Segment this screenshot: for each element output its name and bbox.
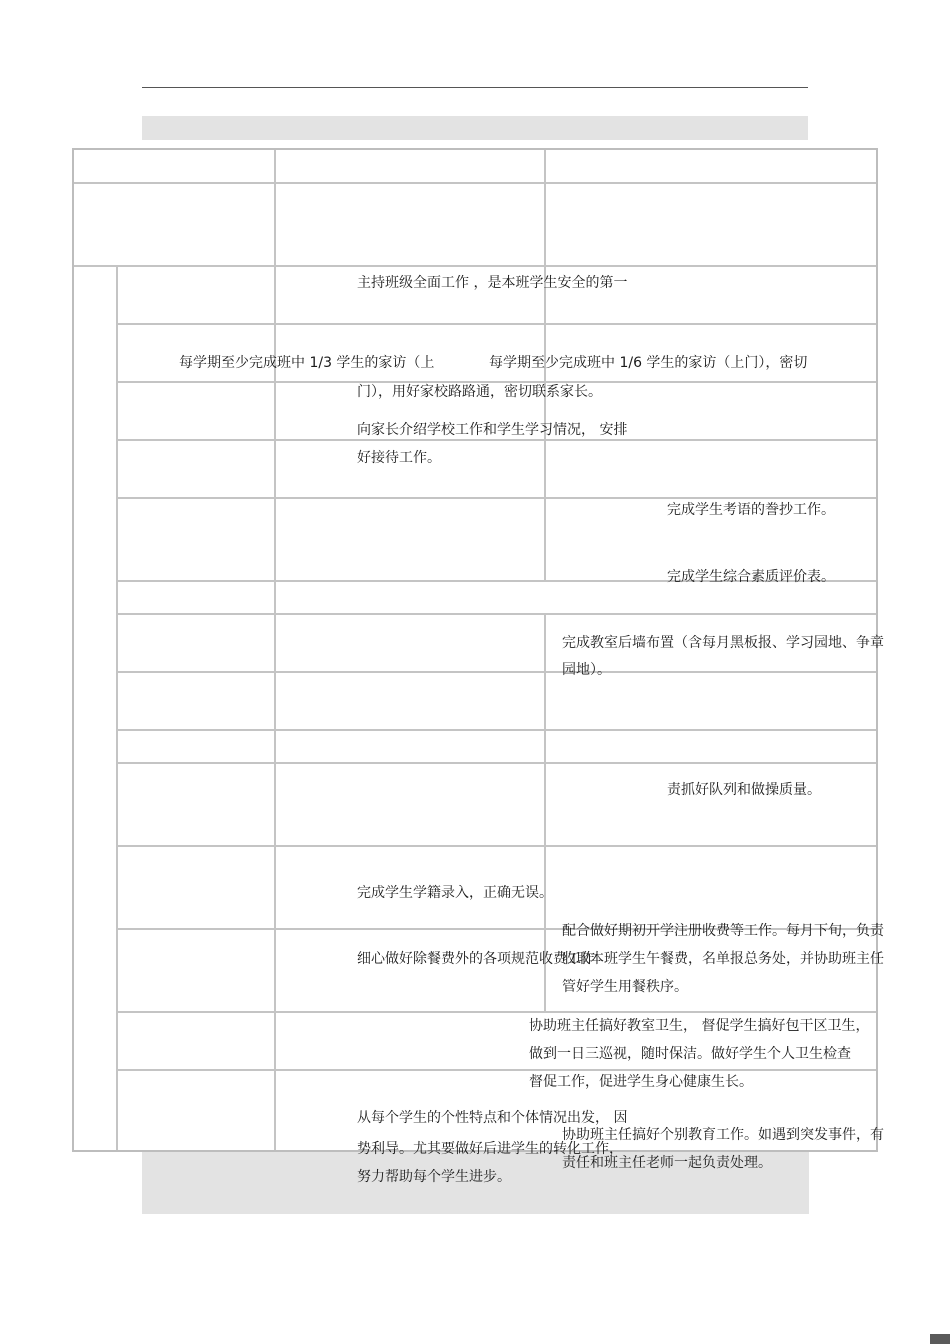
header-rule — [142, 87, 808, 88]
table-row-divider — [116, 762, 876, 764]
table-row-divider — [116, 729, 876, 731]
page-corner-mark — [930, 1334, 950, 1344]
fees-left-text: 细心做好除餐费外的各项规范收费工作 — [357, 951, 595, 967]
table-row-divider — [74, 182, 876, 184]
table-row-divider — [116, 497, 876, 499]
table-row-divider — [116, 613, 876, 615]
table-row-divider — [116, 1011, 876, 1013]
home-visit-right-text: 每学期至少完成班中 1/6 学生的家访（上门），密切 — [489, 355, 808, 371]
header-band — [142, 116, 808, 140]
individual-left-text: 从每个学生的个性特点和个体情况出发， 因 — [357, 1110, 628, 1126]
table-row-divider — [116, 323, 876, 325]
home-visit-left-text: 每学期至少完成班中 1/3 学生的家访（上 — [179, 355, 435, 371]
quality-evaluation-text: 完成学生综合素质评价表。 — [667, 569, 835, 585]
hygiene-text: 协助班主任搞好教室卫生， 督促学生搞好包干区卫生， — [529, 1018, 870, 1034]
table-row-divider — [116, 671, 876, 673]
table-row-divider — [116, 845, 876, 847]
registry-text: 完成学生学籍录入，正确无误。 — [357, 885, 553, 901]
back-wall-text: 完成教室后墙布置（含每月黑板报、学习园地、争章 — [562, 635, 884, 651]
individual-left-text-2: 势利导。尤其要做好后进学生的转化工作， — [357, 1141, 623, 1157]
fees-right-text-2: 收取本班学生午餐费，名单报总务处，并协助班主任 — [562, 951, 884, 967]
fees-right-text-3: 管好学生用餐秩序。 — [562, 979, 688, 995]
table-row-divider — [74, 265, 876, 267]
individual-right-text-2: 责任和班主任老师一起负责处理。 — [562, 1155, 772, 1171]
table-col-divider — [274, 150, 276, 1150]
home-visit-left-text-2: 门），用好家校路路通，密切联系家长。 — [357, 384, 602, 400]
table-col-divider — [116, 265, 118, 1150]
fees-right-text: 配合做好期初开学注册收费等工作。每月下旬，负责 — [562, 923, 884, 939]
individual-left-text-3: 努力帮助每个学生进步。 — [357, 1169, 511, 1185]
lead-duty-text: 主持班级全面工作 ，是本班学生安全的第一 — [357, 275, 628, 291]
parent-reception-text: 向家长介绍学校工作和学生学习情况， 安排 — [357, 422, 628, 438]
hygiene-text-2: 做到一日三巡视，随时保洁。做好学生个人卫生检查 — [529, 1046, 851, 1062]
hygiene-text-3: 督促工作，促进学生身心健康生长。 — [529, 1074, 753, 1090]
student-comments-text: 完成学生考语的誊抄工作。 — [667, 502, 835, 518]
table-row-divider — [116, 1069, 876, 1071]
back-wall-text-2: 园地）。 — [562, 662, 611, 678]
parent-reception-text-2: 好接待工作。 — [357, 450, 441, 466]
individual-right-text: 协助班主任搞好个别教育工作。如遇到突发事件，有 — [562, 1127, 884, 1143]
exercise-text: 责抓好队列和做操质量。 — [667, 782, 821, 798]
